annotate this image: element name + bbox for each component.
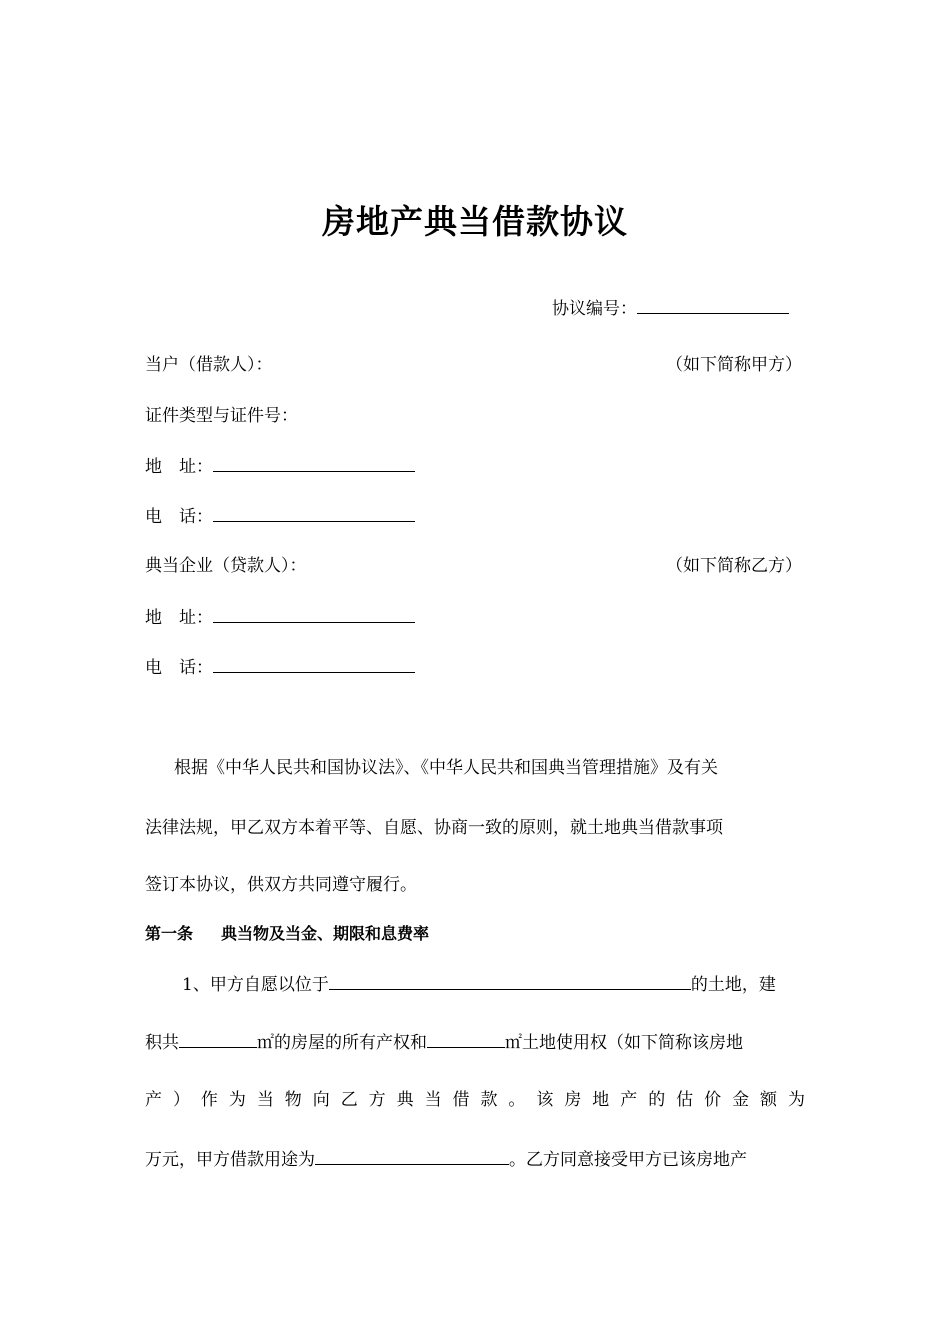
location-blank xyxy=(329,972,691,990)
loan-purpose-blank xyxy=(315,1147,509,1165)
clause-1-line-3: 产）作为当物向乙方典当借款。该房地产的估价金额为 xyxy=(145,1090,805,1110)
party-a-address-row xyxy=(145,454,415,479)
party-a-label: 当户（借款人）： xyxy=(145,355,273,375)
clause-1-purpose-suffix: 。乙方同意接受甲方已该房地产 xyxy=(509,1150,747,1170)
party-a-address-blank xyxy=(213,454,415,472)
clause-1-line-1 xyxy=(182,972,805,997)
preamble-line-3: 签订本协议，供双方共同遵守履行。 xyxy=(145,875,417,895)
party-b-label: 典当企业（贷款人）： xyxy=(145,556,307,576)
clause-1-line-2 xyxy=(145,1030,805,1055)
agreement-number-row xyxy=(552,296,789,321)
clause-1-area-mid: ㎡的房屋的所有产权和 xyxy=(257,1033,427,1053)
building-area-blank xyxy=(179,1030,257,1048)
agreement-number-blank xyxy=(637,296,789,314)
party-b-phone-blank xyxy=(213,655,415,673)
party-a-phone-blank xyxy=(213,504,415,522)
party-a-phone-label: 电 话： xyxy=(145,507,213,527)
party-b-phone-row xyxy=(145,655,415,680)
clause-1-suffix: 的土地，建 xyxy=(690,975,776,995)
preamble-line-2: 法律法规，甲乙双方本着平等、自愿、协商一致的原则，就土地典当借款事项 xyxy=(145,818,723,838)
party-b-phone-label: 电 话： xyxy=(145,658,213,678)
party-b-alias: （如下简称乙方） xyxy=(666,556,802,576)
clause-1-prefix: 1、甲方自愿以位于 xyxy=(182,975,329,995)
party-b-address-blank xyxy=(213,605,415,623)
party-a-alias: （如下简称甲方） xyxy=(666,355,802,375)
clause-1-line-4 xyxy=(145,1147,805,1172)
party-a-address-label: 地 址： xyxy=(145,457,213,477)
article-1-number: 第一条 xyxy=(145,924,194,943)
agreement-number-label: 协议编号： xyxy=(552,299,637,319)
document-title: 房地产典当借款协议 xyxy=(322,202,628,241)
article-1-title: 典当物及当金、期限和息费率 xyxy=(221,924,430,943)
land-area-blank xyxy=(427,1030,505,1048)
party-a-id-label: 证件类型与证件号： xyxy=(145,406,298,426)
preamble-line-1: 根据《中华人民共和国协议法》、《中华人民共和国典当管理措施》及有关 xyxy=(174,758,718,778)
clause-1-area-prefix: 积共 xyxy=(145,1033,179,1053)
article-1-heading xyxy=(145,922,805,946)
clause-1-area-suffix: ㎡土地使用权（如下简称该房地 xyxy=(505,1033,743,1053)
party-b-address-label: 地 址： xyxy=(145,608,213,628)
party-a-phone-row xyxy=(145,504,415,529)
party-b-address-row xyxy=(145,605,415,630)
clause-1-purpose-prefix: 万元，甲方借款用途为 xyxy=(145,1150,315,1170)
